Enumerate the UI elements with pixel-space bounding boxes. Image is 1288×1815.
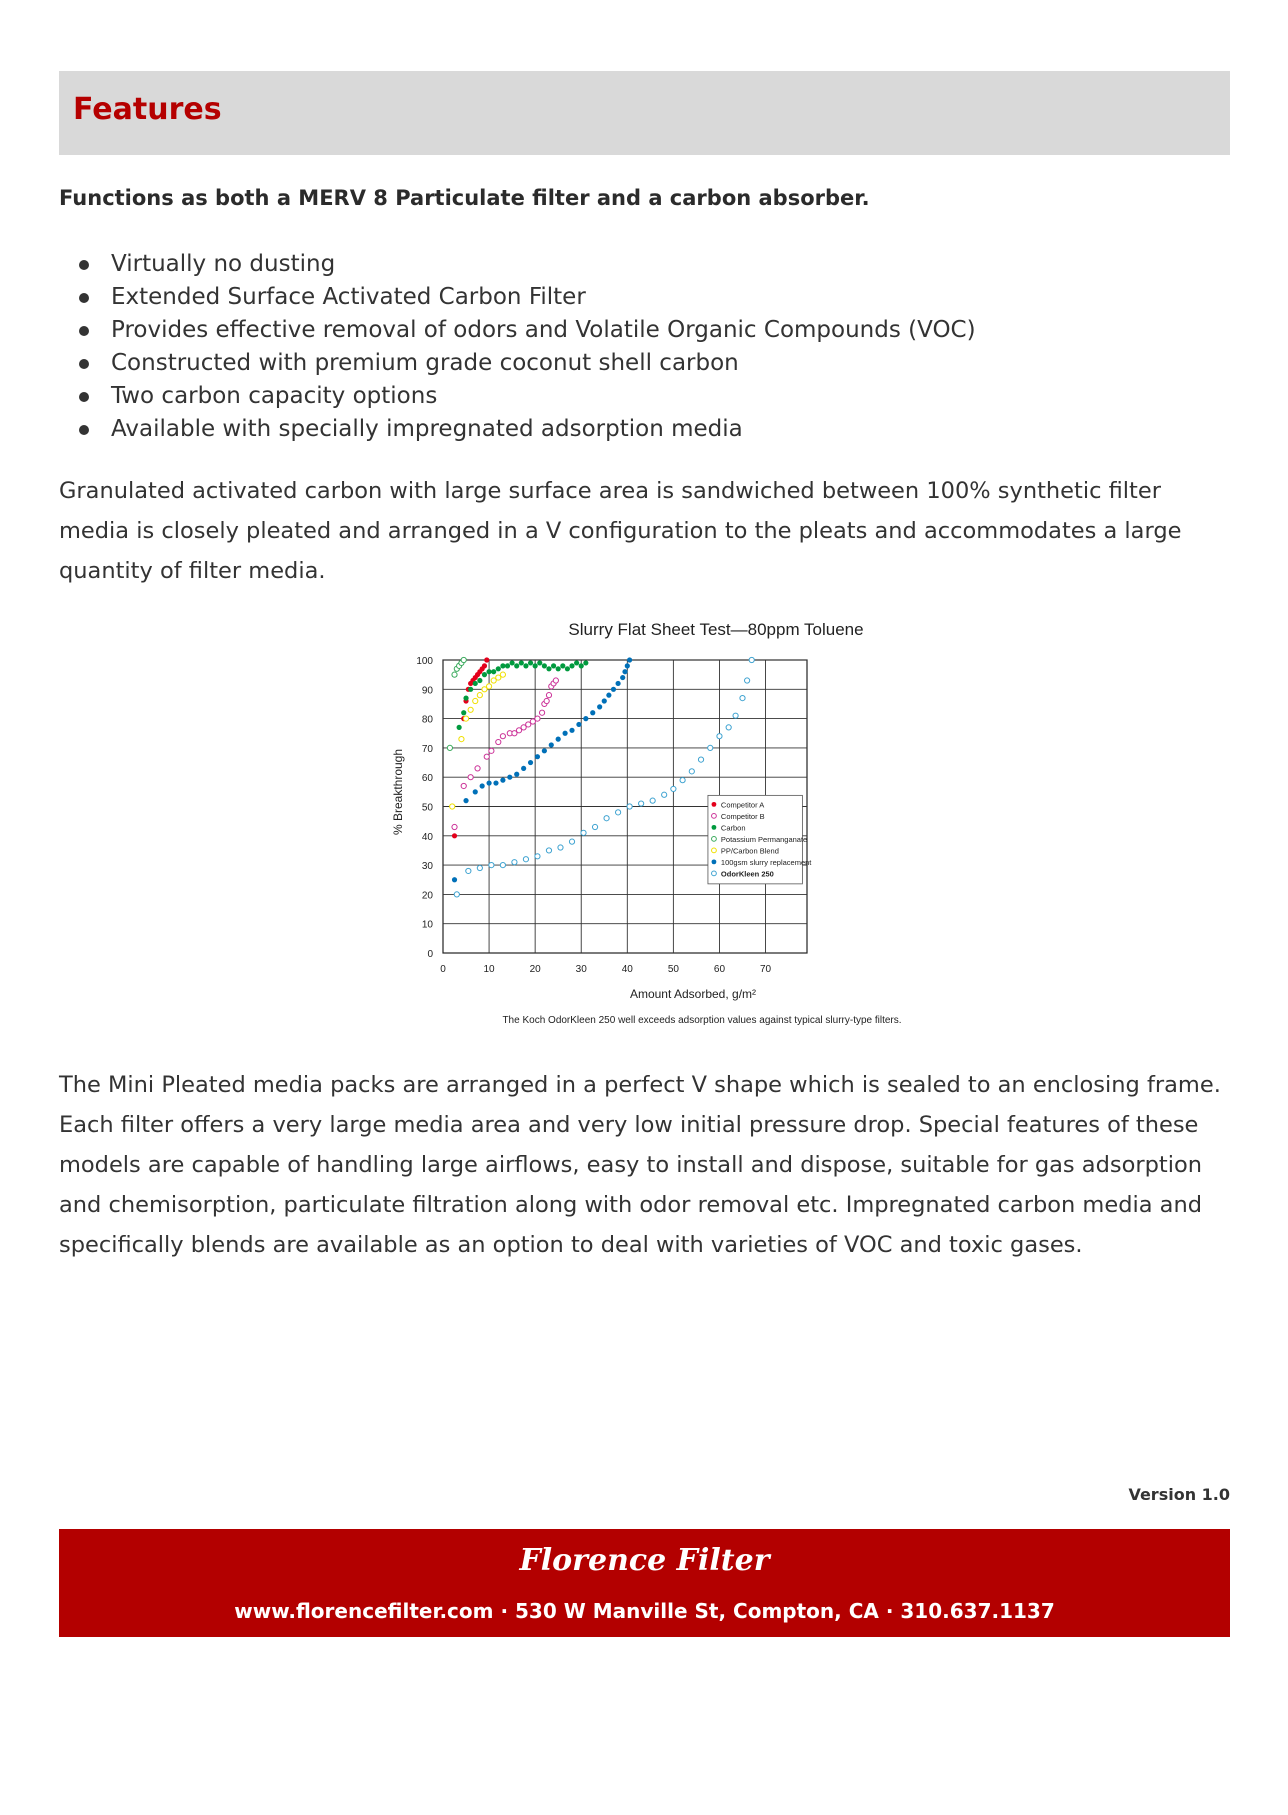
list-item bbox=[59, 281, 976, 314]
data-point bbox=[592, 824, 597, 829]
list-item bbox=[59, 347, 976, 380]
data-point bbox=[560, 663, 565, 668]
data-point bbox=[452, 824, 457, 829]
data-point bbox=[546, 693, 551, 698]
y-tick-label: 20 bbox=[421, 890, 433, 902]
list-item bbox=[59, 380, 976, 413]
data-point bbox=[457, 725, 462, 730]
data-point bbox=[500, 672, 505, 677]
list-item-text: Constructed with premium grade coconut shell carbon bbox=[111, 350, 739, 376]
data-point bbox=[569, 839, 574, 844]
chart-ylabel: % Breakthrough bbox=[391, 748, 405, 836]
data-point bbox=[698, 757, 703, 762]
version-label: Version 1.0 bbox=[1128, 1485, 1230, 1504]
details-paragraph: The Mini Pleated media packs are arranged in a perfect V shape which is sealed to an enclosing frame. Each filter offers a very large media area and very low initial pressure drop. Special features of these models are capable of handling large airflows, easy to install and dispose, suitable for gas adsorption and chemisorption, particulate filtration along with odor removal etc. Impregnated carbon media and specifically blends are available as an option to deal with varieties of VOC and toxic gases. bbox=[59, 1072, 1221, 1258]
data-point bbox=[563, 731, 568, 736]
data-point bbox=[745, 678, 750, 683]
data-point bbox=[583, 660, 588, 665]
x-tick-label: 30 bbox=[575, 964, 587, 975]
data-point bbox=[514, 663, 519, 668]
data-point bbox=[615, 681, 620, 686]
data-point bbox=[486, 780, 491, 785]
legend-label: Carbon bbox=[720, 823, 746, 833]
data-point bbox=[452, 672, 457, 677]
data-point bbox=[480, 783, 485, 788]
x-tick-label: 20 bbox=[529, 964, 541, 975]
data-point bbox=[680, 778, 685, 783]
legend-label: 100gsm slurry replacement bbox=[720, 857, 812, 867]
data-point bbox=[546, 848, 551, 853]
data-point bbox=[500, 734, 505, 739]
features-list bbox=[59, 248, 976, 446]
list-item bbox=[59, 413, 976, 446]
data-point bbox=[484, 754, 489, 759]
data-point bbox=[583, 716, 588, 721]
x-tick-label: 40 bbox=[621, 964, 633, 975]
legend-label: Competitor A bbox=[720, 800, 765, 810]
y-tick-label: 50 bbox=[421, 802, 433, 814]
list-item-text: Virtually no dusting bbox=[111, 251, 336, 277]
data-point bbox=[466, 868, 471, 873]
data-point bbox=[597, 704, 602, 709]
list-item bbox=[59, 248, 976, 281]
data-point bbox=[625, 663, 630, 668]
data-point bbox=[468, 687, 473, 692]
data-point bbox=[486, 684, 491, 689]
data-point bbox=[523, 663, 528, 668]
data-point bbox=[521, 766, 526, 771]
data-point bbox=[461, 783, 466, 788]
y-tick-label: 0 bbox=[427, 949, 433, 960]
legend-label: PP/Carbon Blend bbox=[720, 846, 779, 856]
legend-label: Competitor B bbox=[720, 811, 765, 821]
x-tick-label: 60 bbox=[713, 964, 726, 975]
data-point bbox=[493, 780, 498, 785]
data-point bbox=[535, 716, 540, 721]
bullet-icon bbox=[79, 293, 89, 303]
data-point bbox=[717, 734, 722, 739]
legend-marker bbox=[712, 848, 717, 853]
data-point bbox=[565, 666, 570, 671]
data-point bbox=[477, 678, 482, 683]
data-point bbox=[496, 739, 501, 744]
data-point bbox=[542, 748, 547, 753]
data-point bbox=[468, 707, 473, 712]
data-point bbox=[574, 660, 579, 665]
data-point bbox=[579, 663, 584, 668]
list-item-text: Extended Surface Activated Carbon Filter bbox=[111, 284, 586, 310]
bullet-icon bbox=[79, 425, 89, 435]
data-point bbox=[533, 663, 538, 668]
data-point bbox=[689, 769, 694, 774]
data-point bbox=[749, 657, 754, 662]
data-point bbox=[450, 804, 455, 809]
data-point bbox=[461, 710, 466, 715]
x-tick-label: 10 bbox=[483, 964, 495, 975]
data-point bbox=[726, 725, 731, 730]
data-point bbox=[452, 833, 457, 838]
y-tick-label: 10 bbox=[421, 919, 433, 931]
data-point bbox=[473, 681, 478, 686]
data-point bbox=[650, 798, 655, 803]
data-point bbox=[602, 698, 607, 703]
list-item-text: Two carbon capacity options bbox=[111, 383, 438, 409]
data-point bbox=[708, 745, 713, 750]
y-tick-label: 100 bbox=[416, 656, 433, 667]
data-point bbox=[489, 748, 494, 753]
data-point bbox=[639, 801, 644, 806]
data-point bbox=[537, 660, 542, 665]
subheading: Functions as both a MERV 8 Particulate filter and a carbon absorber. bbox=[59, 186, 870, 210]
data-point bbox=[551, 663, 556, 668]
x-tick-label: 70 bbox=[759, 964, 772, 975]
data-point bbox=[558, 845, 563, 850]
data-point bbox=[604, 816, 609, 821]
data-point bbox=[463, 716, 468, 721]
list-item bbox=[59, 314, 976, 347]
data-point bbox=[473, 698, 478, 703]
data-point bbox=[535, 754, 540, 759]
bullet-icon bbox=[79, 392, 89, 402]
y-tick-label: 80 bbox=[421, 714, 433, 726]
data-point bbox=[461, 657, 466, 662]
data-point bbox=[523, 857, 528, 862]
data-point bbox=[553, 678, 558, 683]
data-point bbox=[581, 830, 586, 835]
y-tick-label: 30 bbox=[421, 861, 433, 873]
data-point bbox=[569, 728, 574, 733]
legend-marker bbox=[712, 813, 717, 818]
data-point bbox=[512, 860, 517, 865]
data-point bbox=[447, 745, 452, 750]
legend-label: Potassium Permanganate bbox=[720, 834, 808, 844]
legend-label: OdorKleen 250 bbox=[720, 869, 774, 879]
data-point bbox=[514, 772, 519, 777]
data-point bbox=[576, 722, 581, 727]
data-point bbox=[606, 693, 611, 698]
data-point bbox=[740, 695, 745, 700]
data-point bbox=[528, 760, 533, 765]
legend-marker bbox=[712, 825, 717, 830]
data-point bbox=[556, 737, 561, 742]
data-point bbox=[544, 698, 549, 703]
data-point bbox=[535, 854, 540, 859]
data-point bbox=[611, 687, 616, 692]
data-point bbox=[482, 672, 487, 677]
legend-marker bbox=[712, 802, 717, 807]
data-point bbox=[556, 666, 561, 671]
data-point bbox=[500, 778, 505, 783]
data-point bbox=[542, 663, 547, 668]
data-point bbox=[496, 666, 501, 671]
data-point bbox=[477, 693, 482, 698]
data-point bbox=[463, 695, 468, 700]
chart-xlabel: Amount Adsorbed, g/m² bbox=[629, 987, 757, 1001]
bullet-icon bbox=[79, 260, 89, 270]
legend-marker bbox=[712, 836, 717, 841]
data-point bbox=[615, 810, 620, 815]
data-point bbox=[733, 713, 738, 718]
chart-svg bbox=[385, 612, 945, 1037]
data-point bbox=[549, 742, 554, 747]
data-point bbox=[477, 865, 482, 870]
breakthrough-chart bbox=[385, 612, 945, 1037]
data-point bbox=[482, 663, 487, 668]
chart-legend bbox=[708, 795, 812, 884]
chart-title: Slurry Flat Sheet Test—80ppm Toluene bbox=[568, 620, 864, 639]
data-point bbox=[569, 663, 574, 668]
x-tick-label: 0 bbox=[440, 964, 446, 975]
data-point bbox=[484, 657, 489, 662]
data-point bbox=[620, 675, 625, 680]
y-tick-label: 70 bbox=[421, 743, 433, 755]
data-point bbox=[627, 804, 632, 809]
data-point bbox=[590, 710, 595, 715]
y-tick-label: 40 bbox=[421, 831, 433, 843]
list-item-text: Provides effective removal of odors and Volatile Organic Compounds (VOC) bbox=[111, 317, 976, 343]
data-point bbox=[468, 775, 473, 780]
data-point bbox=[473, 789, 478, 794]
section-title: Features bbox=[73, 92, 222, 127]
list-item-text: Available with specially impregnated adsorption media bbox=[111, 416, 743, 442]
x-tick-label: 50 bbox=[667, 964, 679, 975]
data-point bbox=[627, 657, 632, 662]
data-point bbox=[489, 863, 494, 868]
y-tick-label: 90 bbox=[421, 685, 433, 697]
footer-contact: www.florencefilter.com · 530 W Manville St, Compton, CA · 310.637.1137 bbox=[234, 1599, 1055, 1623]
intro-paragraph: Granulated activated carbon with large surface area is sandwiched between 100% synthetic filter media is closely pleated and arranged in a V configuration to the pleats and accommodates a large quantity of filter media. bbox=[59, 478, 1182, 584]
bullet-icon bbox=[79, 359, 89, 369]
data-point bbox=[510, 660, 515, 665]
data-point bbox=[539, 710, 544, 715]
legend-marker bbox=[712, 871, 717, 876]
data-point bbox=[452, 877, 457, 882]
data-point bbox=[486, 669, 491, 674]
chart-caption: The Koch OdorKleen 250 well exceeds adsorption values against typical slurry-type filters. bbox=[502, 1015, 902, 1026]
footer-brand-logo: Florence Filter bbox=[519, 1543, 770, 1578]
data-point bbox=[528, 660, 533, 665]
section-header bbox=[59, 71, 1230, 155]
data-point bbox=[505, 663, 510, 668]
data-point bbox=[662, 792, 667, 797]
data-point bbox=[459, 737, 464, 742]
data-point bbox=[519, 660, 524, 665]
data-point bbox=[475, 766, 480, 771]
y-tick-label: 60 bbox=[421, 773, 433, 785]
data-point bbox=[491, 669, 496, 674]
data-point bbox=[622, 669, 627, 674]
data-point bbox=[671, 786, 676, 791]
data-point bbox=[507, 775, 512, 780]
data-point bbox=[500, 663, 505, 668]
data-point bbox=[454, 892, 459, 897]
bullet-icon bbox=[79, 326, 89, 336]
data-point bbox=[463, 798, 468, 803]
data-point bbox=[546, 666, 551, 671]
footer bbox=[59, 1529, 1230, 1637]
legend-marker bbox=[712, 859, 717, 864]
data-point bbox=[500, 863, 505, 868]
